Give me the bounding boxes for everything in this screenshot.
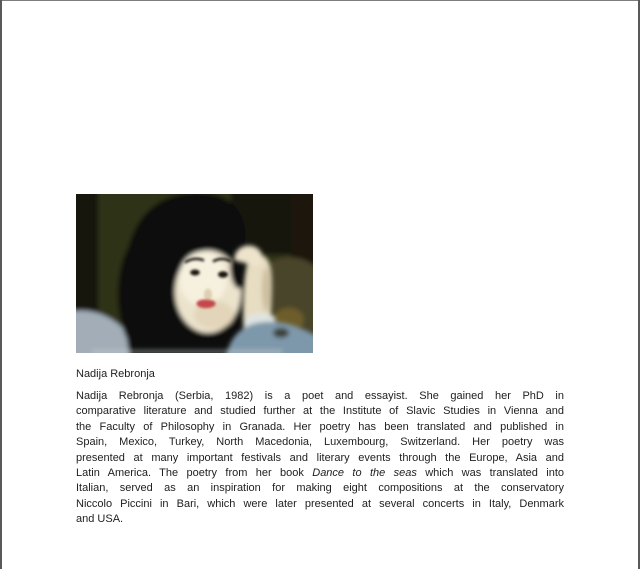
bio-line: presented at many important festivals and literary events through the Europe, Asia and: [76, 451, 564, 464]
photo-watch: [273, 328, 289, 338]
book-title-italic: Dance to the seas: [312, 466, 417, 479]
page-border-top: [0, 0, 640, 1]
photo-bottom-edge: [92, 350, 282, 353]
bio-paragraph: [76, 389, 564, 528]
page-border-left: [0, 0, 2, 569]
bio-line-pre: Latin America. The poetry from her book: [76, 466, 313, 479]
bio-line: the Faculty of Philosophy in Granada. Her poetry has been translated and published in: [76, 420, 564, 433]
bio-line: Spain, Mexico, Turkey, North Macedonia, Luxembourg, Switzerland. Her poetry was: [76, 436, 564, 449]
photo-right-eye: [218, 271, 228, 277]
bio-line: [76, 466, 564, 481]
bio-line: comparative literature and studied further at the Institute of Slavic Studies in Vienna and: [76, 405, 564, 418]
photo-hair-top: [170, 202, 242, 238]
photo-hair-left: [118, 232, 178, 353]
photo-lips: [197, 299, 216, 308]
bio-line-post: which was translated into: [416, 466, 564, 479]
photo-arm-shadow: [262, 267, 270, 311]
portrait-photo-image: [76, 194, 313, 353]
bio-line: Italian, served as an inspiration for making eight compositions at the conservatory: [76, 482, 564, 495]
portrait-photo[interactable]: [76, 194, 313, 353]
bio-line: and USA.: [76, 513, 124, 526]
photo-nose-shade: [204, 289, 212, 301]
bio-line: Nadija Rebronja (Serbia, 1982) is a poet and essayist. She gained her PhD in: [76, 390, 564, 402]
photo-left-eye: [190, 269, 200, 275]
photo-caption: Nadija Rebronja: [76, 368, 155, 380]
bio-line: Niccolo Piccini in Bari, which were later presented at several concerts in Italy, Denmark: [76, 497, 564, 510]
